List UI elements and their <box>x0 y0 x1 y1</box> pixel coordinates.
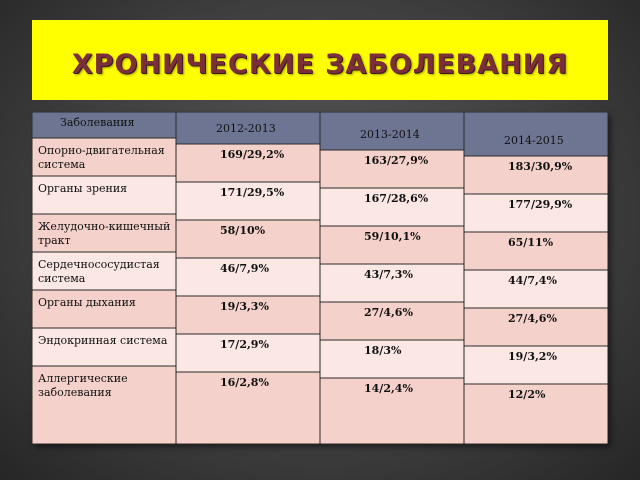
value-cell: 65/11% <box>508 236 554 249</box>
value-cell: 167/28,6% <box>364 192 429 205</box>
disease-name: Органы дыхания <box>38 296 136 309</box>
value-cell: 27/4,6% <box>364 306 413 319</box>
title-banner <box>32 20 608 100</box>
disease-name: Опорно-двигательная система <box>38 144 165 171</box>
value-cell: 163/27,9% <box>364 154 429 167</box>
column-header-2: 2013-2014 <box>360 128 420 141</box>
value-cell: 183/30,9% <box>508 160 573 173</box>
value-cell: 12/2% <box>508 388 546 401</box>
disease-table <box>32 112 608 444</box>
value-cell: 19/3,3% <box>220 300 269 313</box>
column-header-0: Заболевания <box>60 116 135 129</box>
value-cell: 177/29,9% <box>508 198 573 211</box>
value-cell: 17/2,9% <box>220 338 269 351</box>
value-cell: 58/10% <box>220 224 266 237</box>
column-header-1: 2012-2013 <box>216 122 276 135</box>
value-cell: 43/7,3% <box>364 268 413 281</box>
value-cell: 18/3% <box>364 344 402 357</box>
value-cell: 27/4,6% <box>508 312 557 325</box>
value-cell: 171/29,5% <box>220 186 285 199</box>
value-cell: 46/7,9% <box>220 262 269 275</box>
value-cell: 16/2,8% <box>220 376 269 389</box>
value-cell: 19/3,2% <box>508 350 557 363</box>
value-cell: 59/10,1% <box>364 230 421 243</box>
value-cell: 14/2,4% <box>364 382 413 395</box>
disease-name: Желудочно-кишечный тракт <box>38 220 171 247</box>
page-title: ХРОНИЧЕСКИЕ ЗАБОЛЕВАНИЯ <box>71 48 569 80</box>
value-cell: 169/29,2% <box>220 148 285 161</box>
disease-name: Органы зрения <box>38 182 128 195</box>
column-header-3: 2014-2015 <box>504 134 564 147</box>
disease-name: Эндокринная система <box>38 334 168 347</box>
disease-name: Сердечнососудистая система <box>38 258 160 285</box>
value-cell: 44/7,4% <box>508 274 557 287</box>
disease-name: Аллергические заболевания <box>38 372 128 399</box>
